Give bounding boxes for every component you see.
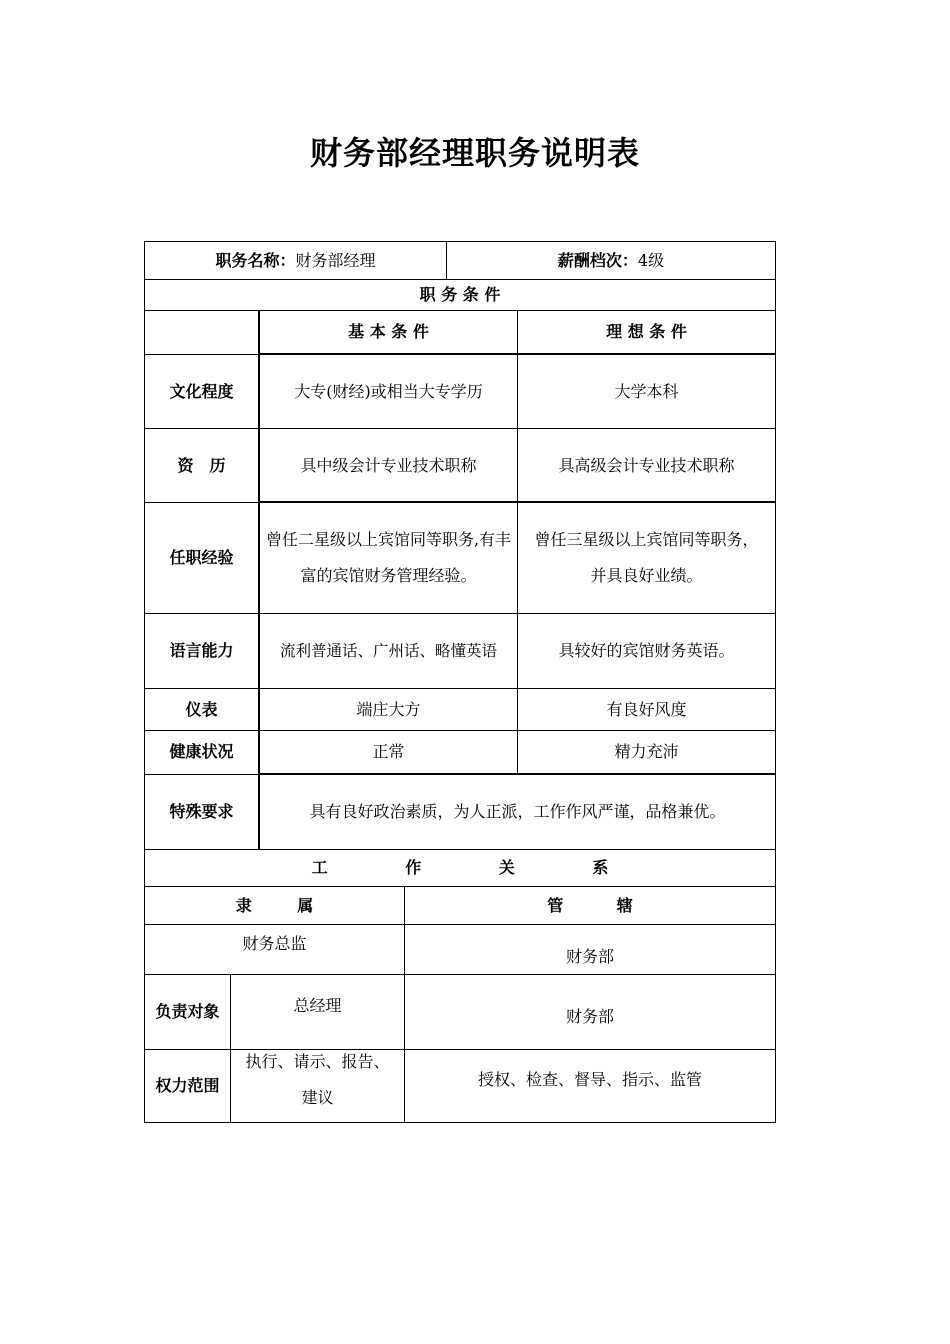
salary-grade-value: 4级: [637, 250, 665, 270]
authority-manage: 授权、检查、督导、指示、监管: [477, 1070, 702, 1089]
position-name-cell: [145, 242, 446, 279]
language-basic: 流利普通话、广州话、略懂英语: [279, 642, 497, 660]
appearance-ideal: 有良好风度: [606, 699, 687, 719]
relations-section-title: 工 作 关 系: [311, 858, 645, 877]
education-label: 文化程度: [169, 381, 234, 401]
manage-header: 管 辖: [547, 895, 657, 915]
basic-conditions-header: 基 本 条 件: [348, 322, 429, 341]
health-ideal: 精力充沛: [614, 742, 679, 761]
health-basic: 正常: [372, 742, 405, 761]
responsible-subordinate: 总经理: [293, 996, 342, 1015]
special-requirements-label: 特殊要求: [169, 802, 234, 821]
responsible-label: 负责对象: [155, 1002, 220, 1021]
language-ideal: 具较好的宾馆财务英语。: [558, 641, 735, 660]
salary-grade-cell: [447, 242, 775, 279]
appearance-basic: 端庄大方: [356, 699, 421, 719]
page-title: 财务部经理职务说明表: [309, 134, 640, 172]
special-requirements-value: 具有良好政治素质，为人正派，工作作风严谨，品格兼优。: [309, 802, 726, 821]
authority-subordinate: 执行、请示、报告、建议: [245, 1052, 390, 1107]
manage-value: 财务部: [565, 947, 614, 966]
subordinate-value: 财务总监: [242, 933, 307, 953]
language-label: 语言能力: [169, 641, 234, 660]
experience-basic: 曾任二星级以上宾馆同等职务,有丰富的宾馆财务管理经验。: [265, 530, 512, 585]
authority-label: 权力范围: [155, 1076, 220, 1095]
salary-grade-label: 薪酬档次：: [557, 250, 638, 270]
qualification-label: 资 历: [177, 455, 226, 475]
position-name-label: 职务名称：: [215, 250, 296, 270]
appearance-label: 仪表: [185, 699, 218, 719]
conditions-section-title: 职 务 条 件: [419, 285, 501, 304]
ideal-conditions-header: 理 想 条 件: [606, 322, 687, 341]
education-ideal: 大学本科: [614, 381, 679, 401]
health-label: 健康状况: [169, 742, 234, 761]
experience-label: 任职经验: [169, 548, 234, 567]
position-name-value: 财务部经理: [295, 250, 376, 270]
responsible-manage: 财务部: [565, 1007, 614, 1026]
experience-ideal: 曾任三星级以上宾馆同等职务，并具良好业绩。: [534, 530, 759, 585]
subordinate-header: 隶 属: [235, 895, 334, 915]
qualification-ideal: 具高级会计专业技术职称: [558, 455, 735, 475]
qualification-basic: 具中级会计专业技术职称: [300, 455, 477, 475]
education-basic: 大专(财经)或相当大专学历: [294, 381, 483, 401]
